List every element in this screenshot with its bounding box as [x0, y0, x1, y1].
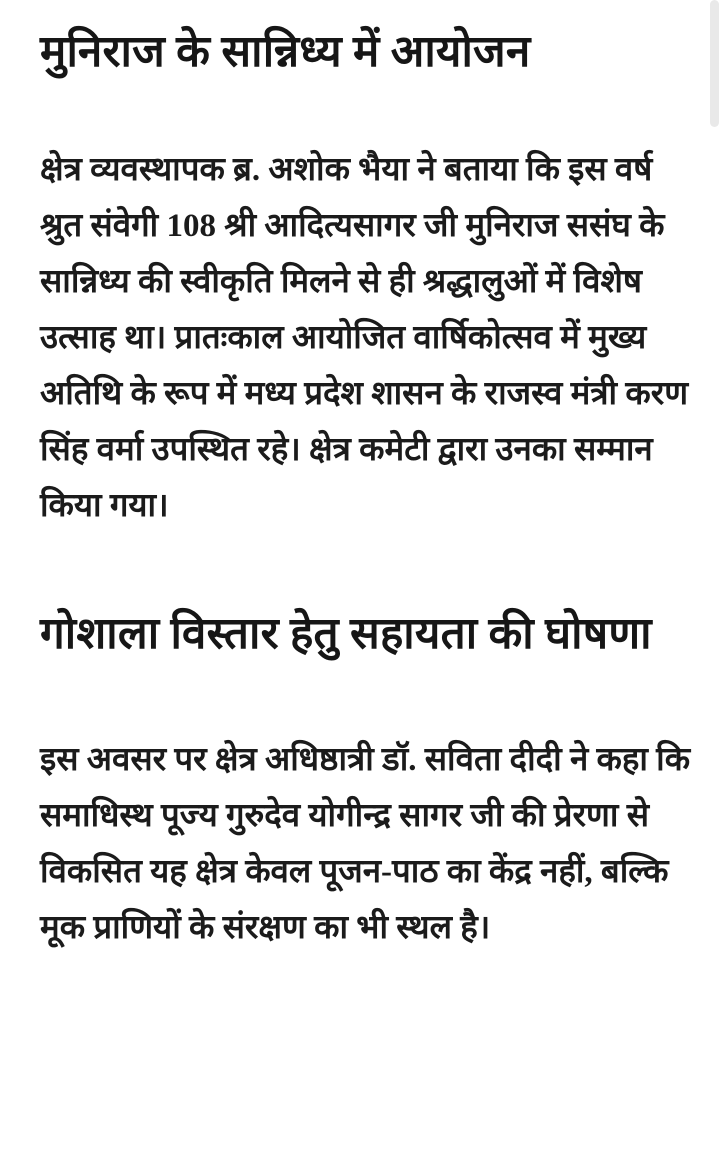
scrollbar-thumb[interactable] [710, 0, 719, 127]
section-spacer [40, 90, 692, 142]
section-paragraph-1: क्षेत्र व्यवस्थापक ब्र. अशोक भैया ने बताया कि इस वर्ष श्रुत संवेगी 108 श्री आदित्यसागर जी मुनिराज ससंघ के सान्निध्य की स्वीकृति मिलने से ही श्रद्धालुओं में विशेष उत्साह था। प्रातःकाल आयोजित वार्षिकोत्सव में मुख्य अतिथि के रूप में मध्य प्रदेश शासन के राजस्व मंत्री करण सिंह वर्मा उपस्थित रहे। क्षेत्र कमेटी द्वारा उनका सम्मान किया गया। [40, 152, 689, 524]
section-spacer [40, 534, 692, 596]
scrollbar-track [709, 0, 720, 1170]
section-heading-1: मुनिराज के सान्निध्य में आयोजन [40, 27, 531, 76]
section-heading-2: गोशाला विस्तार हेतु सहायता की घोषणा [40, 609, 652, 658]
section-paragraph-2: इस अवसर पर क्षेत्र अधिष्ठात्री डॉ. सविता दीदी ने कहा कि समाधिस्थ पूज्य गुरुदेव योगीन्द्र सागर जी की प्रेरणा से विकसित यह क्षेत्र केवल पूजन-पाठ का केंद्र नहीं, बल्कि मूक प्राणियों के संरक्षण का भी स्थल है। [40, 742, 691, 946]
article-content [40, 14, 692, 956]
section-spacer [40, 672, 692, 732]
